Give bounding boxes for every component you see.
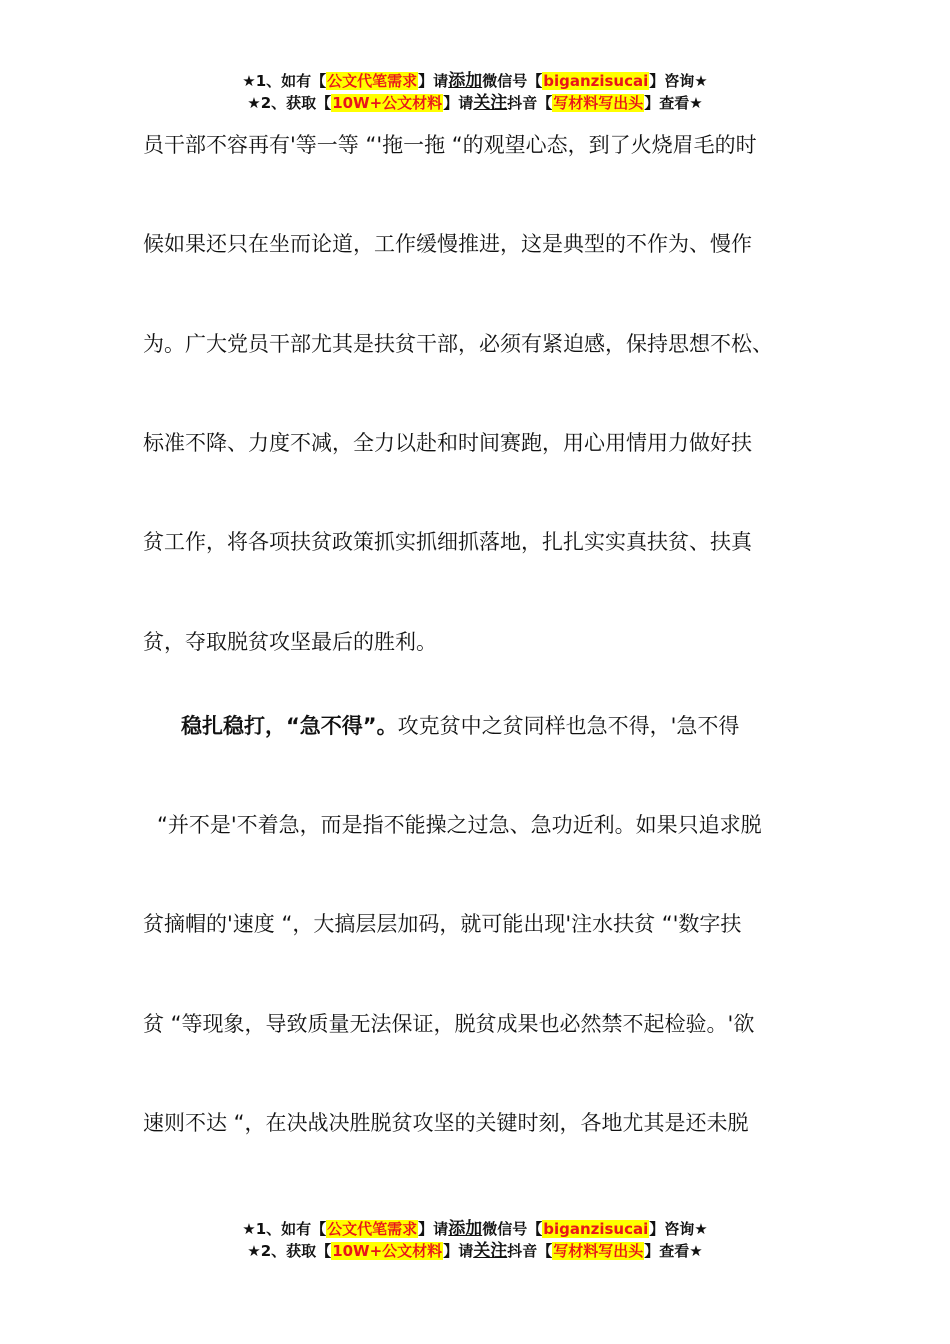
body-line: 标准不降、力度不减，全力以赴和时间赛跑，用心用情用力做好扶	[143, 431, 752, 455]
banner-line-1	[0, 70, 950, 92]
banner-text: 】请	[418, 72, 449, 90]
body-line: 候如果还只在坐而论道，工作缓慢推进，这是典型的不作为、慢作	[143, 232, 752, 256]
body-line: 员干部不容再有'等一等 “'拖一拖 “的观望心态，到了火烧眉毛的时	[143, 133, 757, 157]
highlight-service: 公文代笔需求	[327, 1220, 418, 1238]
banner-line-2	[0, 92, 950, 114]
top-banner	[0, 70, 950, 114]
highlight-materials: 10W+公文材料	[332, 1242, 443, 1260]
highlight-service: 公文代笔需求	[327, 72, 418, 90]
highlight-douyin-account: 写材料写出头	[553, 1242, 644, 1260]
banner-text: 】咨询★	[649, 1220, 708, 1238]
banner-text: 】请	[418, 1220, 449, 1238]
bottom-banner	[0, 1218, 950, 1262]
banner-line-1	[0, 1218, 950, 1240]
highlight-materials: 10W+公文材料	[332, 94, 443, 112]
banner-text: 微信号【	[482, 1220, 543, 1238]
banner-text: 】查看★	[644, 94, 703, 112]
banner-text: 】咨询★	[649, 72, 708, 90]
banner-text: 抖音【	[507, 1242, 553, 1260]
banner-text: 抖音【	[507, 94, 553, 112]
banner-text: ★1、如有【	[242, 72, 327, 90]
banner-emphasis: 关注	[473, 1241, 508, 1261]
paragraph-2-first-line	[181, 712, 739, 740]
banner-text: 微信号【	[482, 72, 543, 90]
body-line: 贫，夺取脱贫攻坚最后的胜利。	[143, 630, 437, 654]
banner-text: ★2、获取【	[247, 94, 332, 112]
banner-text: 】请	[443, 1242, 474, 1260]
body-line: 速则不达 “，在决战决胜脱贫攻坚的关键时刻，各地尤其是还未脱	[143, 1111, 749, 1135]
body-line: 贫 “等现象，导致质量无法保证，脱贫成果也必然禁不起检验。'欲	[143, 1012, 755, 1036]
banner-emphasis: 添加	[448, 1219, 483, 1239]
banner-line-2	[0, 1240, 950, 1262]
banner-text: ★2、获取【	[247, 1242, 332, 1260]
highlight-wechat-id: biganzisucai	[543, 1220, 649, 1238]
body-line: 贫摘帽的'速度 “，大搞层层加码，就可能出现'注水扶贫 “'数字扶	[143, 912, 742, 936]
body-line: 为。广大党员干部尤其是扶贫干部，必须有紧迫感，保持思想不松、	[143, 332, 773, 356]
banner-text: 】请	[443, 94, 474, 112]
body-line: “并不是'不着急，而是指不能操之过急、急功近利。如果只追求脱	[157, 813, 762, 837]
highlight-douyin-account: 写材料写出头	[553, 94, 644, 112]
body-line: 贫工作，将各项扶贫政策抓实抓细抓落地，扎扎实实真扶贫、扶真	[143, 530, 752, 554]
banner-emphasis: 添加	[448, 71, 483, 91]
paragraph-text: 攻克贫中之贫同样也急不得，'急不得	[397, 714, 740, 738]
paragraph-heading: 稳扎稳打，“急不得”。	[181, 714, 398, 738]
highlight-wechat-id: biganzisucai	[543, 72, 649, 90]
banner-emphasis: 关注	[473, 93, 508, 113]
banner-text: 】查看★	[644, 1242, 703, 1260]
banner-text: ★1、如有【	[242, 1220, 327, 1238]
